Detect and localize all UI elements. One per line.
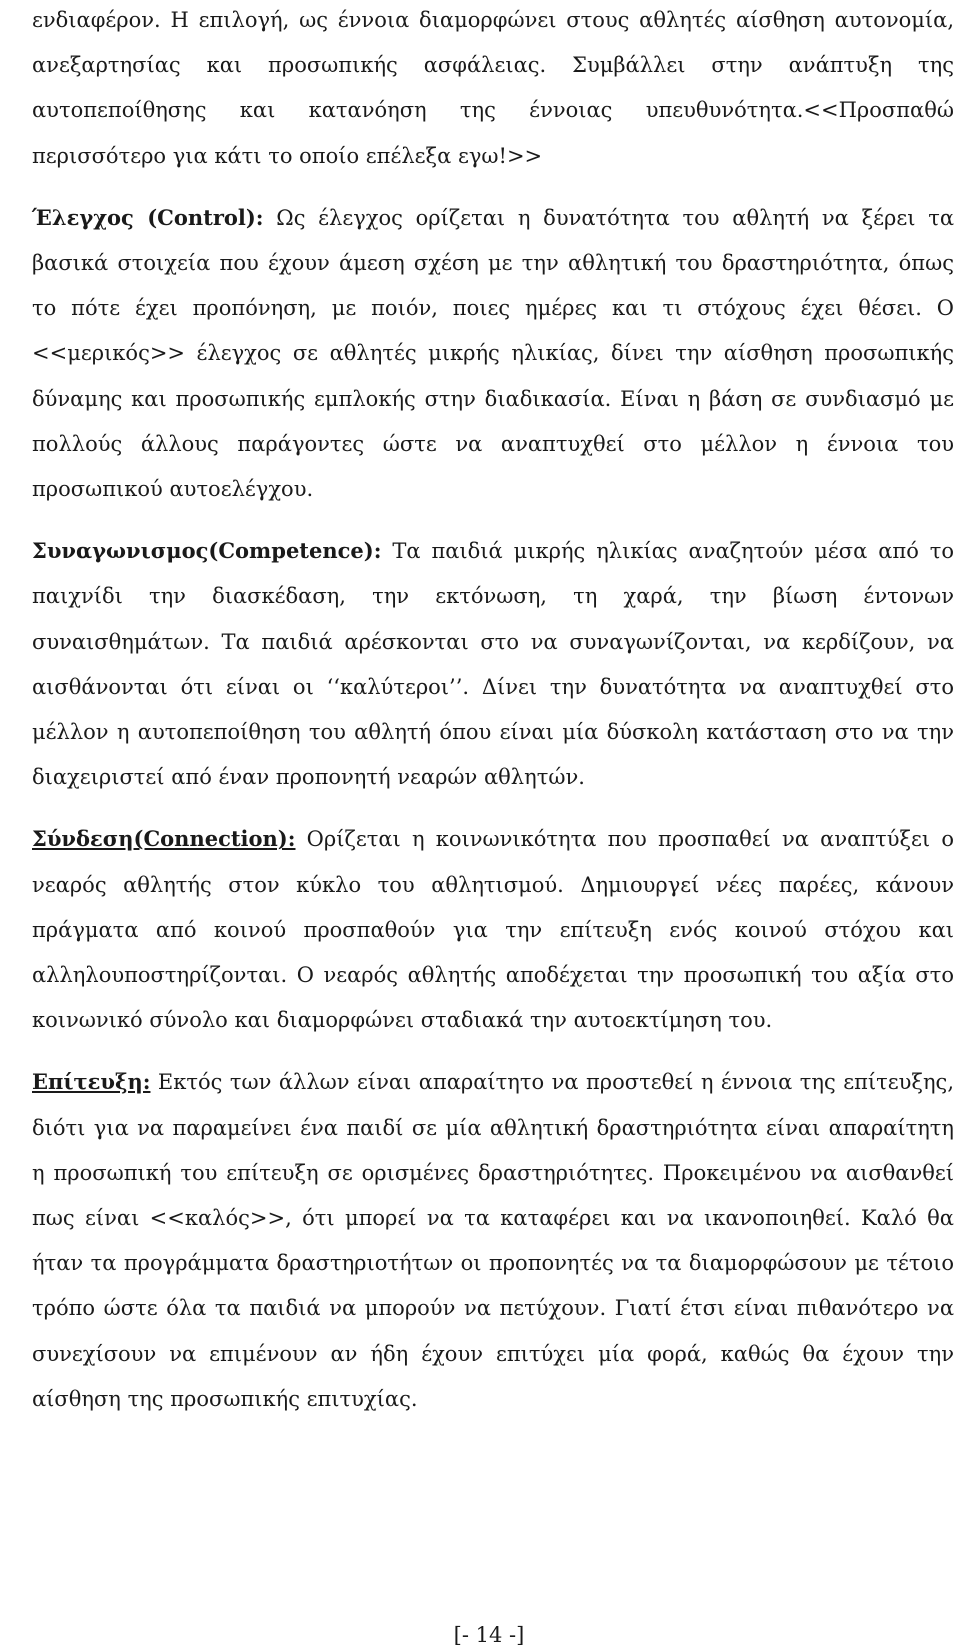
section-achievement-text: Εκτός των άλλων είναι απαραίτητο να προστεθεί η έννοια της επίτευξης, διότι για να παραμείνει ένα παιδί σε μία αθλητική δραστηριότητα είναι απαραίτητη η προσωπική του επίτευξη σε ορισμένες δραστηριότητες. Προκειμένου να αισθανθεί πως είναι <<καλός>>, ότι μπορεί να τα καταφέρει και να ικανοποιηθεί. Καλό θα ήταν τα προγράμματα δραστηριοτήτων οι προπονητές να τα διαμορφώσουν με τέτοιο τρόπο ώστε όλα τα παιδιά να μπορούν να πετύχουν. Γιατί έτσι είναι πιθανότερο να συνεχίσουν να επιμένουν αν ήδη έχουν επιτύχει μία φορά, καθώς θα έχουν την αίσθηση της προσωπικής επιτυχίας. <box>32 1070 954 1411</box>
term-control: Έλεγχος (Control): <box>32 204 264 230</box>
section-competence <box>32 528 954 800</box>
section-control <box>32 195 954 512</box>
page-footer <box>0 1625 960 1646</box>
term-competence: Συναγωνισμος(Competence): <box>32 538 382 564</box>
section-connection <box>32 816 954 1043</box>
section-control-text: Ως έλεγχος ορίζεται η δυνατότητα του αθλητή να ξέρει τα βασικά στοιχεία που έχουν άμεση σχέση με την αθλητική του δραστηριότητα, όπως το πότε έχει προπόνηση, με ποιόν, ποιες ημέρες και τι στόχους έχει θέσει. Ο <<μερικός>> έλεγχος σε αθλητές μικρής ηλικίας, δίνει την αίσθηση προσωπικής δύναμης και προσωπικής εμπλοκής στην διαδικασία. Είναι η βάση σε συνδιασμό με πολλούς άλλους παράγοντες ώστε να αναπτυχθεί στο μέλλον η έννοια του προσωπικού αυτοελέγχου. <box>32 205 954 502</box>
term-connection: Σύνδεση(Connection): <box>32 826 296 852</box>
section-connection-text: Ορίζεται η κοινωνικότητα που προσπαθεί να αναπτύξει ο νεαρός αθλητής στον κύκλο του αθλητισμού. Δημιουργεί νέες παρέες, κάνουν πράγματα από κοινού προσπαθούν για την επίτευξη ενός κοινού στόχου και αλληλουποστηρίζονται. Ο νεαρός αθλητής αποδέχεται την προσωπική του αξία στο κοινωνικό σύνολο και διαμορφώνει σταδιακά την αυτοεκτίμηση του. <box>32 827 954 1033</box>
term-achievement: Επίτευξη: <box>32 1069 151 1095</box>
document-page <box>32 0 954 1422</box>
section-competence-text: Τα παιδιά μικρής ηλικίας αναζητούν μέσα από το παιχνίδι την διασκέδαση, την εκτόνωση, τη χαρά, την βίωση έντονων συναισθημάτων. Τα παιδιά αρέσκονται στο να συναγωνίζονται, να κερδίζουν, να αισθάνονται ότι είναι οι ‘‘καλύτεροι’’. Δίνει την δυνατότητα να αναπτυχθεί στο μέλλον η αυτοπεποίθηση του αθλητή όπου είναι μία δύσκολη κατάσταση στο να την διαχειριστεί από έναν προπονητή νεαρών αθλητών. <box>32 539 954 790</box>
page-number: [- 14 -] <box>453 1623 525 1647</box>
section-achievement <box>32 1059 954 1422</box>
intro-paragraph: ενδιαφέρον. Η επιλογή, ως έννοια διαμορφώνει στους αθλητές αίσθηση αυτονομία, ανεξαρτησίας και προσωπικής ασφάλειας. Συμβάλλει στην ανάπτυξη της αυτοπεποίθησης και κατανόηση της έννοιας υπευθυνότητα.<<Προσπαθώ περισσότερο για κάτι το οποίο επέλεξα εγω!>> <box>32 8 954 168</box>
